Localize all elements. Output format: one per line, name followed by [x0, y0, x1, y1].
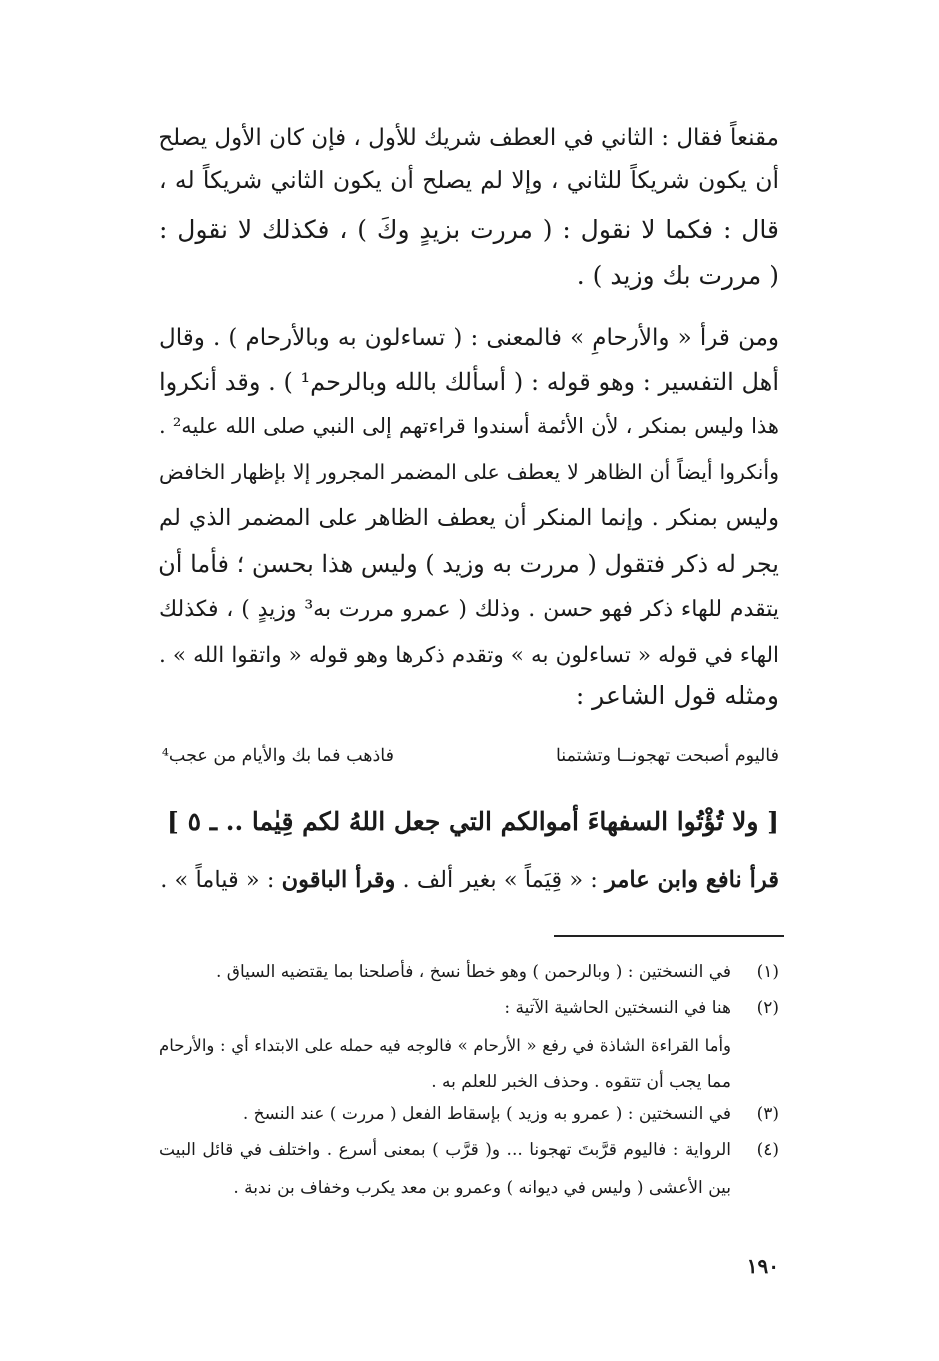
- footnote-separator: [554, 935, 784, 937]
- body-line: قال : فكما لا نقول : ( مررت بزيدٍ وكَ ) ، فكذلك لا نقول :: [159, 215, 779, 244]
- body-line: أن يكون شريكاً للثاني ، وإلا لم يصلح أن يكون الثاني شريكاً له ،: [159, 166, 779, 194]
- body-line: ومثله قول الشاعر :: [575, 681, 779, 710]
- footnote-text: هنا في النسختين الحاشية الآتية :: [504, 998, 731, 1018]
- footnote-text: في النسختين : ( عمرو به وزيد ) بإسقاط الفعل ( مررت ) عند النسخ .: [242, 1104, 731, 1124]
- footnote-text: مما يجب أن تتقوه . وحذف الخبر للعلم به .: [431, 1072, 731, 1092]
- body-line: وأنكروا أيضاً أن الظاهر لا يعطف على المضمر المجرور إلا بإظهار الخافض: [159, 460, 779, 484]
- body-line: هذا وليس بمنكر ، لأن الأئمة أسندوا قراءتهم إلى النبي صلى الله عليه² .: [159, 414, 779, 438]
- qiraat-reciters-rest: وقرأ الباقون: [281, 867, 396, 893]
- qiraat-reading-rest: : « قياماً » .: [160, 867, 282, 893]
- footnote-number: (١): [756, 962, 779, 982]
- body-line: مقنعاً فقال : الثاني في العطف شريك للأول ، فإن كان الأول يصلح: [158, 125, 779, 151]
- footnote-text: وأما القراءة الشاذة في رفع « الأرحام » فالوجه فيه حمله على الابتداء أي : والأرحام: [159, 1036, 731, 1055]
- qiraat-reading-first: : « قِيَماً » بغير ألف .: [395, 867, 605, 893]
- body-line: يتقدم للهاء ذكر فهو حسن . وذلك ( عمرو مررت به³ وزيدٍ ) ، فكذلك: [159, 597, 779, 622]
- footnote-number: (٤): [756, 1140, 779, 1160]
- qiraat-reciters-first: قرأ نافع وابن عامر: [604, 867, 779, 893]
- quran-verse: [ ولا تُؤْتُوا السفهاءَ أموالكم التي جعل اللهُ لكم قِيٰما .. ـ ٥ ]: [167, 807, 779, 836]
- footnote-text: في النسختين : ( وبالرحمن ) وهو خطأ نسخ ، فأصلحنا بما يقتضيه السياق .: [215, 962, 731, 982]
- body-line: الهاء في قوله « تساءلون به » وتقدم ذكرها وهو قوله « واتقوا الله » .: [159, 643, 779, 668]
- body-line: ( مررت بك وزيد ) .: [576, 261, 779, 290]
- body-line: أهل التفسير : وهو قوله : ( أسألك بالله وبالرحم¹ ) . وقد أنكروا: [159, 368, 779, 396]
- footnote-text: الرواية : فاليوم قرَّبتَ تهجونا ... و( قرَّب ) بمعنى أسرع . واختلف في قائل البيت: [159, 1140, 731, 1160]
- body-line: وليس بمنكر . وإنما المنكر أن يعطف الظاهر على المضمر الذي لم: [159, 505, 779, 531]
- footnote-number: (٣): [756, 1104, 779, 1124]
- verse-hemistich-second: فاذهب فما بك والأيام من عجب⁴: [161, 746, 394, 766]
- verse-hemistich-first: فاليوم أصبحت تهجونــا وتشتمنا: [555, 746, 779, 766]
- body-line: يجر له ذكر فتقول ( مررت به وزيد ) وليس هذا بحسن ؛ فأما أن: [158, 550, 779, 578]
- footnote-number: (٢): [756, 998, 779, 1018]
- qiraat-line: [159, 858, 779, 902]
- page-number: ١٩٠: [746, 1254, 779, 1278]
- body-line: ومن قرأ « والأرحامِ » فالمعنى : ( تساءلون به وبالأرحام ) . وقال: [159, 325, 779, 351]
- footnote-text: بين الأعشى ( وليس في ديوانه ) وعمرو بن معد يكرب وخفاف بن ندبة .: [233, 1178, 731, 1198]
